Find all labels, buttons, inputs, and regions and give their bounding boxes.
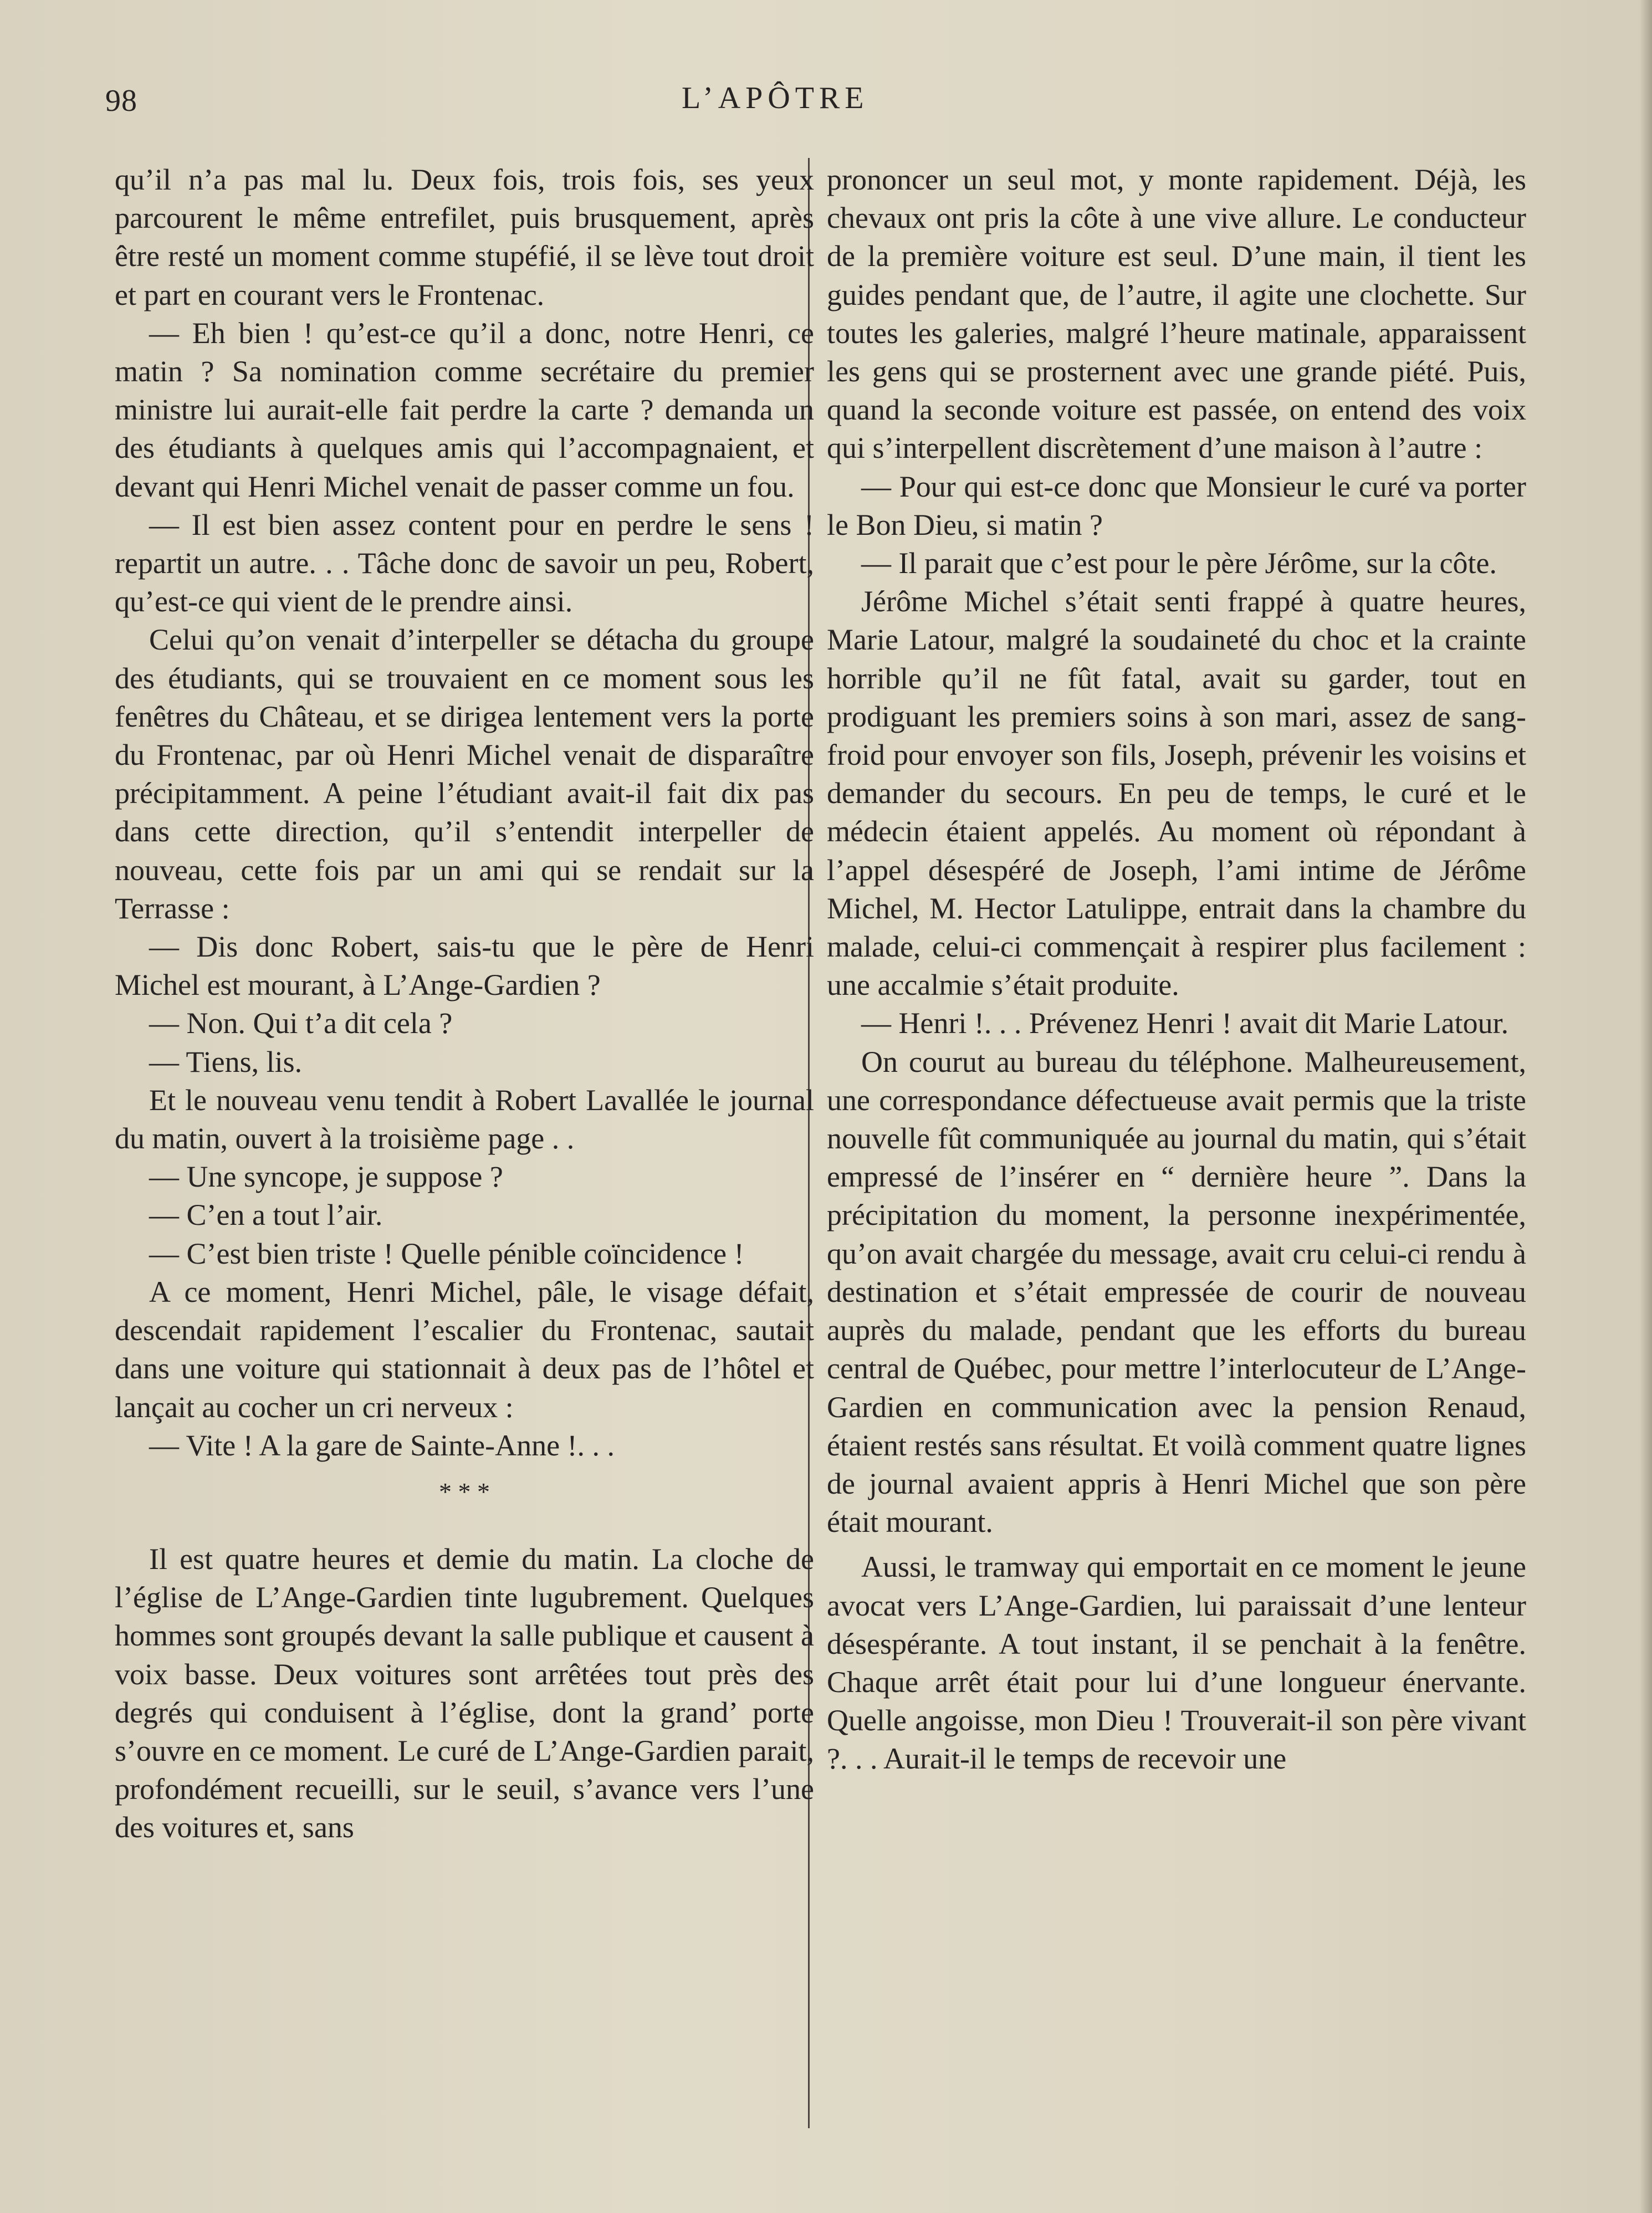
dialogue-line: — Eh bien ! qu’est-ce qu’il a donc, notre Henri, ce matin ? Sa nomination comme secrétaire du premier ministre lui aurait-elle fait perdre la carte ? demanda un des étudiants à quelques amis qui l’accompagnaient, et devant qui Henri Michel venait de passer comme un fou. — [115, 316, 814, 503]
section-break-asterism — [115, 1479, 814, 1518]
paragraph: On courut au bureau du téléphone. Malheureusement, une correspondance défectueuse avait permis que la triste nouvelle fût communiquée au journal du matin, qui s’était empressé de l’insérer en “ dernière heure ”. Dans la précipitation du moment, la personne inexpérimentée, qu’on avait chargée du message, avait cru celui-ci rendu à destination et s’était empressée de courir de nouveau auprès du malade, pendant que les efforts du bureau central de Québec, pour mettre l’interlocuteur de L’Ange-Gardien en communication avec la pension Renaud, étaient restés sans résultat. Et voilà comment quatre lignes de journal avaient appris à Henri Michel que son père était mourant. — [827, 1045, 1526, 1539]
paragraph: Aussi, le tramway qui emportait en ce moment le jeune avocat vers L’Ange-Gardien, lui paraissait d’une lenteur désespérante. A tout instant, il se penchait à la fenêtre. Chaque arrêt était pour lui d’une longueur énervante. Quelle angoisse, mon Dieu ! Trouverait-il son père vivant ?. . . Aurait-il le temps de recevoir une — [827, 1550, 1526, 1776]
paragraph: Celui qu’on venait d’interpeller se détacha du groupe des étudiants, qui se trouvaient en ce moment sous les fenêtres du Château, et se dirigea lentement vers la porte du Frontenac, par où Henri Michel venait de disparaître précipitamment. A peine l’étudiant avait-il fait dix pas dans cette direction, qu’il s’entendit interpeller de nouveau, cette fois par un ami qui se rendait sur la Terrasse : — [115, 623, 814, 925]
paragraph: prononcer un seul mot, y monte rapidement. Déjà, les chevaux ont pris la côte à une vive allure. Le conducteur de la première voiture est seul. D’une main, il tient les guides pendant que, de l’autre, il agite une clochette. Sur toutes les galeries, malgré l’heure matinale, apparaissent les gens qui se prosternent avec une grande piété. Puis, quand la seconde voiture est passée, on entend des voix qui s’interpellent discrètement d’une maison à l’autre : — [827, 163, 1526, 465]
paragraph: Jérôme Michel s’était senti frappé à quatre heures, Marie Latour, malgré la soudaineté du choc et la crainte horrible qu’il ne fût fatal, avait su garder, tout en prodiguant les premiers soins à son mari, assez de sang-froid pour envoyer son fils, Joseph, prévenir les voisins et demander du secours. En peu de temps, le curé et le médecin étaient appelés. Au moment où répondant à l’appel désespéré de Joseph, l’ami intime de Jérôme Michel, M. Hector Latulippe, entrait dans la chambre du malade, celui-ci commençait à respirer plus facilement : une accalmie s’était produite. — [827, 585, 1526, 1002]
dialogue-line: — Il est bien assez content pour en perdre le sens ! repartit un autre. . . Tâche donc de savoir un peu, Robert, qu’est-ce qui vient de le prendre ainsi. — [115, 508, 814, 619]
paragraph: Et le nouveau venu tendit à Robert Lavallée le journal du matin, ouvert à la troisième page . . — [115, 1083, 814, 1156]
page-number: 98 — [105, 84, 137, 118]
dialogue-line: — Pour qui est-ce donc que Monsieur le curé va porter le Bon Dieu, si matin ? — [827, 469, 1526, 541]
left-column — [115, 161, 814, 1847]
running-title: L’APÔTRE — [682, 81, 869, 115]
dialogue-line: — C’est bien triste ! Quelle pénible coïncidence ! — [149, 1236, 744, 1270]
paragraph: qu’il n’a pas mal lu. Deux fois, trois fois, ses yeux parcourent le même entrefilet, puis brusquement, après être resté un moment comme stupéfié, il se lève tout droit et part en courant vers le Frontenac. — [115, 163, 814, 311]
dialogue-line: — Henri !. . . Prévenez Henri ! avait dit Marie Latour. — [861, 1006, 1509, 1040]
right-column — [827, 161, 1526, 1778]
page-edge-shadow — [1640, 0, 1652, 2213]
dialogue-line: — Vite ! A la gare de Sainte-Anne !. . . — [149, 1428, 615, 1462]
dialogue-line: — Dis donc Robert, sais-tu que le père de Henri Michel est mourant, à L’Ange-Gardien ? — [115, 930, 814, 1002]
dialogue-line: — Il parait que c’est pour le père Jérôme, sur la côte. — [861, 546, 1497, 580]
paragraph: Il est quatre heures et demie du matin. La cloche de l’église de L’Ange-Gardien tinte lugubrement. Quelques hommes sont groupés devant la salle publique et causent à voix basse. Deux voitures sont arrêtées tout près des degrés qui conduisent à l’église, dont la grand’ porte s’ouvre en ce moment. Le curé de L’Ange-Gardien parait, profondément recueilli, sur le seuil, s’avance vers l’une des voitures et, sans — [115, 1542, 814, 1844]
dialogue-line: — Tiens, lis. — [149, 1045, 303, 1079]
dialogue-line: — C’en a tout l’air. — [149, 1198, 383, 1232]
paragraph: A ce moment, Henri Michel, pâle, le visage défait, descendait rapidement l’escalier du Frontenac, sautait dans une voiture qui stationnait à deux pas de l’hôtel et lançait au cocher un cri nerveux : — [115, 1275, 814, 1424]
dialogue-line: — Une syncope, je suppose ? — [149, 1160, 503, 1194]
asterism-text: * * * — [439, 1477, 490, 1506]
dialogue-line: — Non. Qui t’a dit cela ? — [149, 1006, 453, 1040]
